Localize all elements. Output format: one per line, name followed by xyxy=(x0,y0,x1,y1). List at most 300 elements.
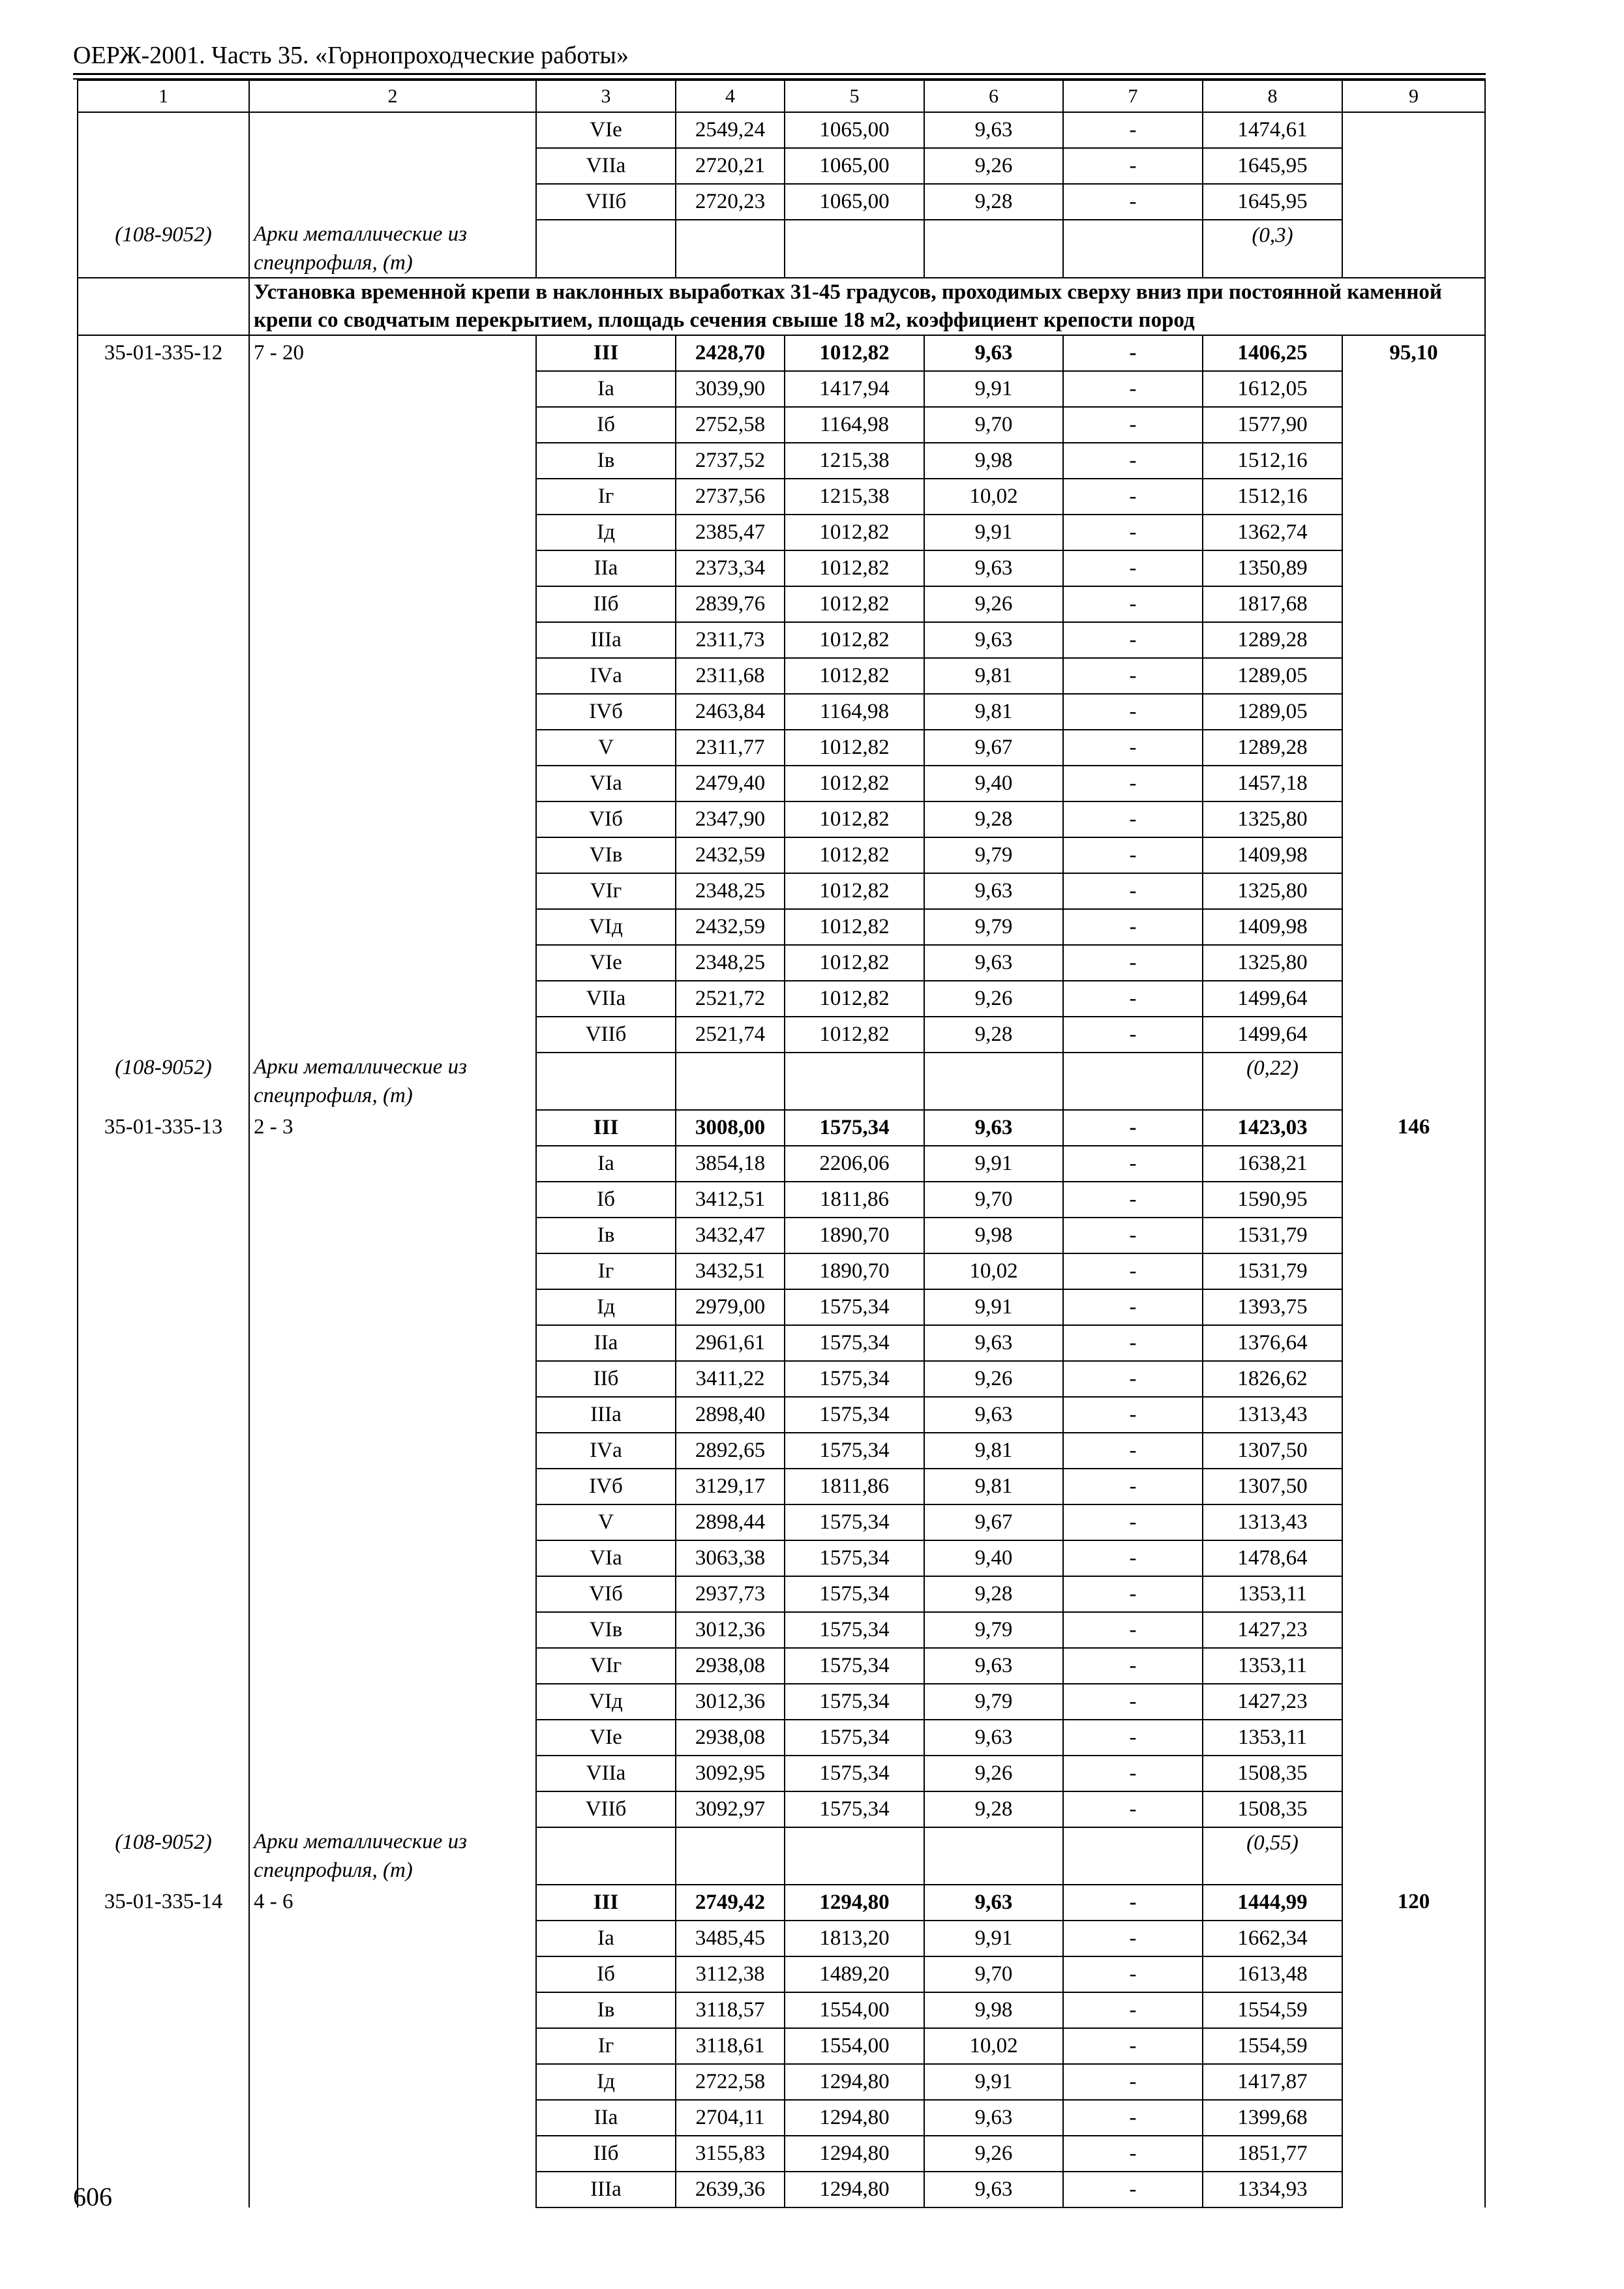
empty-cell xyxy=(78,1146,249,1182)
labor-cost-cell: 1890,70 xyxy=(785,1253,924,1289)
table-row xyxy=(78,1017,1485,1053)
labor-cost-cell: 1575,34 xyxy=(785,1612,924,1648)
machine-cost-cell: 9,40 xyxy=(924,1540,1063,1576)
labor-cost-cell: 1575,34 xyxy=(785,1576,924,1612)
empty-cell xyxy=(249,148,536,184)
labor-cost-cell: 1294,80 xyxy=(785,1885,924,1921)
table-row xyxy=(78,1921,1485,1956)
empty-cell xyxy=(1342,766,1485,801)
empty-cell xyxy=(78,1540,249,1576)
empty-cell xyxy=(249,550,536,586)
empty-cell xyxy=(249,1956,536,1992)
table-row xyxy=(78,1110,1485,1146)
driver-cost-cell: - xyxy=(1063,1433,1203,1469)
labor-cost-cell: 1012,82 xyxy=(785,766,924,801)
column-number-cell: 5 xyxy=(785,80,924,112)
labor-cost-cell: 1554,00 xyxy=(785,1992,924,2028)
driver-cost-cell: - xyxy=(1063,1397,1203,1433)
machine-cost-cell: 9,81 xyxy=(924,1433,1063,1469)
rock-category-cell: VIг xyxy=(536,1648,676,1684)
empty-cell xyxy=(1342,1720,1485,1756)
table-row xyxy=(78,1612,1485,1648)
total-cost-cell: 3008,00 xyxy=(676,1110,785,1146)
table-row xyxy=(78,837,1485,873)
table-row xyxy=(78,730,1485,766)
empty-cell xyxy=(78,1397,249,1433)
rock-category-cell: IVа xyxy=(536,1433,676,1469)
rock-category-cell: III xyxy=(536,335,676,371)
driver-cost-cell: - xyxy=(1063,1921,1203,1956)
empty-cell xyxy=(249,1540,536,1576)
driver-cost-cell: - xyxy=(1063,1648,1203,1684)
material-code-cell: (108-9052) xyxy=(78,1053,249,1110)
labor-cost-cell: 1012,82 xyxy=(785,1017,924,1053)
driver-cost-cell: - xyxy=(1063,148,1203,184)
empty-cell xyxy=(249,2028,536,2064)
total-cost-cell: 3092,97 xyxy=(676,1791,785,1827)
table-row xyxy=(78,873,1485,909)
driver-cost-cell: - xyxy=(1063,1110,1203,1146)
machine-cost-cell: 9,63 xyxy=(924,1397,1063,1433)
driver-cost-cell: - xyxy=(1063,1756,1203,1791)
machine-cost-cell: 9,28 xyxy=(924,1791,1063,1827)
empty-cell xyxy=(1342,730,1485,766)
material-cost-cell: 1508,35 xyxy=(1203,1756,1342,1791)
empty-cell xyxy=(1342,148,1485,184)
material-cost-cell: 1662,34 xyxy=(1203,1921,1342,1956)
rock-category-cell: III xyxy=(536,1110,676,1146)
machine-cost-cell: 9,91 xyxy=(924,371,1063,407)
table-row xyxy=(78,1469,1485,1504)
empty-cell xyxy=(249,1576,536,1612)
empty-cell xyxy=(924,1053,1063,1110)
rock-category-cell: IIIа xyxy=(536,2172,676,2207)
empty-cell xyxy=(249,1433,536,1469)
empty-cell xyxy=(249,407,536,443)
driver-cost-cell: - xyxy=(1063,1540,1203,1576)
material-cost-cell: 1444,99 xyxy=(1203,1885,1342,1921)
driver-cost-cell: - xyxy=(1063,1791,1203,1827)
machine-cost-cell: 9,63 xyxy=(924,622,1063,658)
driver-cost-cell: - xyxy=(1063,586,1203,622)
driver-cost-cell: - xyxy=(1063,2172,1203,2207)
rock-category-cell: VIд xyxy=(536,909,676,945)
section-description-cell: Установка временной крепи в наклонных выработках 31-45 градусов, проходимых сверху вниз при постоянной каменной крепи со сводчатым перекрытием, площадь сечения свыше 18 м2, коэффициент крепости пород xyxy=(249,278,1485,335)
empty-cell xyxy=(78,658,249,694)
driver-cost-cell: - xyxy=(1063,981,1203,1017)
machine-cost-cell: 10,02 xyxy=(924,2028,1063,2064)
total-cost-cell: 3118,61 xyxy=(676,2028,785,2064)
machine-cost-cell: 9,26 xyxy=(924,586,1063,622)
driver-cost-cell: - xyxy=(1063,873,1203,909)
machine-cost-cell: 9,40 xyxy=(924,766,1063,801)
empty-cell xyxy=(1342,2172,1485,2207)
empty-cell xyxy=(249,1253,536,1289)
empty-cell xyxy=(249,515,536,550)
empty-cell xyxy=(78,550,249,586)
empty-cell xyxy=(249,586,536,622)
column-number-cell: 2 xyxy=(249,80,536,112)
empty-cell xyxy=(78,1253,249,1289)
empty-cell xyxy=(249,1361,536,1397)
rock-category-cell: Iд xyxy=(536,2064,676,2100)
total-cost-cell: 3485,45 xyxy=(676,1921,785,1956)
rock-category-cell: IVб xyxy=(536,694,676,730)
labor-cost-cell: 1575,34 xyxy=(785,1791,924,1827)
empty-cell xyxy=(249,1289,536,1325)
rock-category-cell: Iб xyxy=(536,1182,676,1218)
total-cost-cell: 2348,25 xyxy=(676,945,785,981)
material-cost-cell: 1590,95 xyxy=(1203,1182,1342,1218)
empty-cell xyxy=(1342,837,1485,873)
total-cost-cell: 2432,59 xyxy=(676,909,785,945)
machine-cost-cell: 9,91 xyxy=(924,1289,1063,1325)
empty-cell xyxy=(249,766,536,801)
table-row xyxy=(78,2172,1485,2207)
labor-hours-cell: 146 xyxy=(1342,1110,1485,1146)
empty-cell xyxy=(78,2028,249,2064)
total-cost-cell: 3012,36 xyxy=(676,1684,785,1720)
total-cost-cell: 3012,36 xyxy=(676,1612,785,1648)
table-row xyxy=(78,981,1485,1017)
empty-cell xyxy=(249,837,536,873)
machine-cost-cell: 9,91 xyxy=(924,2064,1063,2100)
rock-category-cell: IIб xyxy=(536,586,676,622)
material-cost-cell: 1554,59 xyxy=(1203,2028,1342,2064)
table-row xyxy=(78,2028,1485,2064)
machine-cost-cell: 9,26 xyxy=(924,2136,1063,2172)
rock-category-cell: VIе xyxy=(536,1720,676,1756)
labor-cost-cell: 1294,80 xyxy=(785,2136,924,2172)
total-cost-cell: 2720,21 xyxy=(676,148,785,184)
empty-cell xyxy=(1342,945,1485,981)
empty-cell xyxy=(1342,873,1485,909)
empty-cell xyxy=(78,730,249,766)
empty-cell xyxy=(1342,443,1485,479)
total-cost-cell: 2311,73 xyxy=(676,622,785,658)
rock-category-cell: VIIб xyxy=(536,1017,676,1053)
labor-cost-cell: 1575,34 xyxy=(785,1361,924,1397)
material-cost-cell: 1499,64 xyxy=(1203,1017,1342,1053)
labor-cost-cell: 1811,86 xyxy=(785,1469,924,1504)
material-cost-cell: 1577,90 xyxy=(1203,407,1342,443)
table-row xyxy=(78,1325,1485,1361)
empty-cell xyxy=(1342,981,1485,1017)
material-cost-cell: 1362,74 xyxy=(1203,515,1342,550)
rock-category-cell: Iг xyxy=(536,2028,676,2064)
table-row xyxy=(78,371,1485,407)
total-cost-cell: 2749,42 xyxy=(676,1885,785,1921)
empty-cell xyxy=(1342,1053,1485,1110)
empty-cell xyxy=(1342,1017,1485,1053)
total-cost-cell: 2898,40 xyxy=(676,1397,785,1433)
empty-cell xyxy=(676,1053,785,1110)
rock-category-cell: IVа xyxy=(536,658,676,694)
rock-category-cell: Iг xyxy=(536,1253,676,1289)
empty-cell xyxy=(78,1684,249,1720)
machine-cost-cell: 9,79 xyxy=(924,1684,1063,1720)
rock-category-cell: Iб xyxy=(536,407,676,443)
labor-cost-cell: 1575,34 xyxy=(785,1756,924,1791)
driver-cost-cell: - xyxy=(1063,1612,1203,1648)
empty-cell xyxy=(1342,1253,1485,1289)
column-numbers-row xyxy=(78,80,1485,112)
total-cost-cell: 2432,59 xyxy=(676,837,785,873)
driver-cost-cell: - xyxy=(1063,909,1203,945)
driver-cost-cell: - xyxy=(1063,801,1203,837)
driver-cost-cell: - xyxy=(1063,1885,1203,1921)
total-cost-cell: 3112,38 xyxy=(676,1956,785,1992)
driver-cost-cell: - xyxy=(1063,371,1203,407)
driver-cost-cell: - xyxy=(1063,515,1203,550)
machine-cost-cell: 9,98 xyxy=(924,443,1063,479)
empty-cell xyxy=(1342,2028,1485,2064)
total-cost-cell: 2549,24 xyxy=(676,112,785,148)
total-cost-cell: 2385,47 xyxy=(676,515,785,550)
empty-cell xyxy=(1342,184,1485,220)
driver-cost-cell: - xyxy=(1063,1956,1203,1992)
labor-cost-cell: 1575,34 xyxy=(785,1648,924,1684)
empty-cell xyxy=(1342,1576,1485,1612)
machine-cost-cell: 9,63 xyxy=(924,2172,1063,2207)
table-row xyxy=(78,1885,1485,1921)
material-cost-cell: 1334,93 xyxy=(1203,2172,1342,2207)
driver-cost-cell: - xyxy=(1063,1576,1203,1612)
section-description-row xyxy=(78,278,1485,335)
machine-cost-cell: 9,63 xyxy=(924,1885,1063,1921)
table-row xyxy=(78,694,1485,730)
labor-cost-cell: 1575,34 xyxy=(785,1397,924,1433)
driver-cost-cell: - xyxy=(1063,1218,1203,1253)
empty-cell xyxy=(1063,1827,1203,1885)
labor-cost-cell: 1012,82 xyxy=(785,586,924,622)
machine-cost-cell: 9,63 xyxy=(924,550,1063,586)
rock-category-cell: IIа xyxy=(536,550,676,586)
empty-cell xyxy=(536,1827,676,1885)
page-title: ОЕРЖ-2001. Часть 35. «Горнопроходческие работы» xyxy=(73,42,629,69)
driver-cost-cell: - xyxy=(1063,1361,1203,1397)
driver-cost-cell: - xyxy=(1063,1253,1203,1289)
labor-cost-cell: 1215,38 xyxy=(785,479,924,515)
empty-cell xyxy=(78,1433,249,1469)
driver-cost-cell: - xyxy=(1063,766,1203,801)
rock-category-cell: VIIа xyxy=(536,1756,676,1791)
empty-cell xyxy=(1342,622,1485,658)
labor-cost-cell: 1294,80 xyxy=(785,2064,924,2100)
labor-cost-cell: 1012,82 xyxy=(785,622,924,658)
driver-cost-cell: - xyxy=(1063,1504,1203,1540)
empty-cell xyxy=(1342,2136,1485,2172)
machine-cost-cell: 9,67 xyxy=(924,730,1063,766)
empty-cell xyxy=(249,479,536,515)
rock-category-cell: IIIа xyxy=(536,622,676,658)
driver-cost-cell: - xyxy=(1063,2028,1203,2064)
empty-cell xyxy=(249,945,536,981)
driver-cost-cell: - xyxy=(1063,407,1203,443)
table-row xyxy=(78,1756,1485,1791)
empty-cell xyxy=(249,1397,536,1433)
material-cost-cell: 1376,64 xyxy=(1203,1325,1342,1361)
driver-cost-cell: - xyxy=(1063,2100,1203,2136)
material-cost-cell: 1423,03 xyxy=(1203,1110,1342,1146)
driver-cost-cell: - xyxy=(1063,335,1203,371)
driver-cost-cell: - xyxy=(1063,1146,1203,1182)
rock-category-cell: VIг xyxy=(536,873,676,909)
empty-cell xyxy=(78,1218,249,1253)
total-cost-cell: 2737,56 xyxy=(676,479,785,515)
material-cost-cell: 1325,80 xyxy=(1203,873,1342,909)
material-cost-cell: 1478,64 xyxy=(1203,1540,1342,1576)
total-cost-cell: 3411,22 xyxy=(676,1361,785,1397)
material-cost-cell: 1817,68 xyxy=(1203,586,1342,622)
page-header xyxy=(73,39,1486,77)
empty-cell xyxy=(1342,1540,1485,1576)
material-code-cell: (108-9052) xyxy=(78,1827,249,1885)
material-qty-cell: (0,3) xyxy=(1203,220,1342,278)
machine-cost-cell: 9,63 xyxy=(924,945,1063,981)
labor-cost-cell: 1575,34 xyxy=(785,1720,924,1756)
empty-cell xyxy=(1342,515,1485,550)
column-number-cell: 7 xyxy=(1063,80,1203,112)
machine-cost-cell: 9,81 xyxy=(924,658,1063,694)
empty-cell xyxy=(1342,1791,1485,1827)
labor-cost-cell: 1012,82 xyxy=(785,335,924,371)
empty-cell xyxy=(1342,1612,1485,1648)
labor-cost-cell: 1575,34 xyxy=(785,1325,924,1361)
labor-cost-cell: 1294,80 xyxy=(785,2100,924,2136)
table-row xyxy=(78,622,1485,658)
empty-cell xyxy=(249,909,536,945)
rock-category-cell: Iб xyxy=(536,1956,676,1992)
machine-cost-cell: 9,70 xyxy=(924,1182,1063,1218)
table-row xyxy=(78,1218,1485,1253)
total-cost-cell: 2521,72 xyxy=(676,981,785,1017)
total-cost-cell: 2961,61 xyxy=(676,1325,785,1361)
material-cost-cell: 1393,75 xyxy=(1203,1289,1342,1325)
table-row xyxy=(78,2100,1485,2136)
material-cost-cell: 1508,35 xyxy=(1203,1791,1342,1827)
machine-cost-cell: 9,91 xyxy=(924,515,1063,550)
empty-cell xyxy=(78,1648,249,1684)
machine-cost-cell: 9,91 xyxy=(924,1146,1063,1182)
material-cost-cell: 1512,16 xyxy=(1203,479,1342,515)
rock-category-cell: Iг xyxy=(536,479,676,515)
material-cost-cell: 1512,16 xyxy=(1203,443,1342,479)
empty-cell xyxy=(249,1504,536,1540)
empty-cell xyxy=(1342,1397,1485,1433)
driver-cost-cell: - xyxy=(1063,658,1203,694)
material-cost-cell: 1427,23 xyxy=(1203,1684,1342,1720)
driver-cost-cell: - xyxy=(1063,622,1203,658)
total-cost-cell: 3432,47 xyxy=(676,1218,785,1253)
machine-cost-cell: 9,79 xyxy=(924,837,1063,873)
driver-cost-cell: - xyxy=(1063,730,1203,766)
driver-cost-cell: - xyxy=(1063,945,1203,981)
empty-cell xyxy=(78,1956,249,1992)
material-cost-cell: 1313,43 xyxy=(1203,1397,1342,1433)
empty-cell xyxy=(249,730,536,766)
rock-category-cell: IIб xyxy=(536,1361,676,1397)
rate-range-cell: 7 - 20 xyxy=(249,335,536,371)
total-cost-cell: 2938,08 xyxy=(676,1648,785,1684)
total-cost-cell: 2938,08 xyxy=(676,1720,785,1756)
empty-cell xyxy=(78,622,249,658)
empty-cell xyxy=(1342,1469,1485,1504)
rock-category-cell: VIе xyxy=(536,112,676,148)
rate-code-cell: 35-01-335-14 xyxy=(78,1885,249,1921)
material-row xyxy=(78,1827,1485,1885)
driver-cost-cell: - xyxy=(1063,1684,1203,1720)
page-number: 606 xyxy=(73,2182,112,2211)
empty-cell xyxy=(78,407,249,443)
empty-cell xyxy=(249,2100,536,2136)
table-row xyxy=(78,766,1485,801)
labor-cost-cell: 1489,20 xyxy=(785,1956,924,1992)
labor-cost-cell: 1575,34 xyxy=(785,1504,924,1540)
empty-cell xyxy=(249,1648,536,1684)
empty-cell xyxy=(1342,1433,1485,1469)
empty-cell xyxy=(1342,1921,1485,1956)
empty-cell xyxy=(1342,1146,1485,1182)
material-cost-cell: 1289,28 xyxy=(1203,730,1342,766)
rock-category-cell: VIд xyxy=(536,1684,676,1720)
driver-cost-cell: - xyxy=(1063,1182,1203,1218)
table-row xyxy=(78,1720,1485,1756)
material-name-cell: Арки металлические из спецпрофиля, (т) xyxy=(249,1053,536,1110)
material-cost-cell: 1289,05 xyxy=(1203,694,1342,730)
material-cost-cell: 1638,21 xyxy=(1203,1146,1342,1182)
labor-cost-cell: 1012,82 xyxy=(785,550,924,586)
material-name-cell: Арки металлические из спецпрофиля, (т) xyxy=(249,1827,536,1885)
table-row xyxy=(78,1361,1485,1397)
empty-cell xyxy=(78,1921,249,1956)
empty-cell xyxy=(1342,1289,1485,1325)
empty-cell xyxy=(78,1504,249,1540)
labor-cost-cell: 1811,86 xyxy=(785,1182,924,1218)
machine-cost-cell: 9,79 xyxy=(924,1612,1063,1648)
rock-category-cell: Iа xyxy=(536,1921,676,1956)
empty-cell xyxy=(249,1469,536,1504)
table-row xyxy=(78,1182,1485,1218)
column-number-cell: 3 xyxy=(536,80,676,112)
empty-cell xyxy=(78,837,249,873)
rock-category-cell: IIIа xyxy=(536,1397,676,1433)
empty-cell xyxy=(676,220,785,278)
machine-cost-cell: 9,26 xyxy=(924,148,1063,184)
empty-cell xyxy=(78,801,249,837)
machine-cost-cell: 9,28 xyxy=(924,801,1063,837)
empty-cell xyxy=(78,945,249,981)
table-row xyxy=(78,2136,1485,2172)
table-row xyxy=(78,1433,1485,1469)
rock-category-cell: VIв xyxy=(536,1612,676,1648)
driver-cost-cell: - xyxy=(1063,837,1203,873)
empty-cell xyxy=(1342,658,1485,694)
labor-cost-cell: 1012,82 xyxy=(785,873,924,909)
driver-cost-cell: - xyxy=(1063,1992,1203,2028)
empty-cell xyxy=(785,220,924,278)
table-row xyxy=(78,148,1485,184)
rock-category-cell: IVб xyxy=(536,1469,676,1504)
material-cost-cell: 1353,11 xyxy=(1203,1576,1342,1612)
machine-cost-cell: 9,63 xyxy=(924,1720,1063,1756)
empty-cell xyxy=(78,148,249,184)
total-cost-cell: 3129,17 xyxy=(676,1469,785,1504)
driver-cost-cell: - xyxy=(1063,2136,1203,2172)
material-cost-cell: 1826,62 xyxy=(1203,1361,1342,1397)
total-cost-cell: 2348,25 xyxy=(676,873,785,909)
machine-cost-cell: 9,28 xyxy=(924,184,1063,220)
